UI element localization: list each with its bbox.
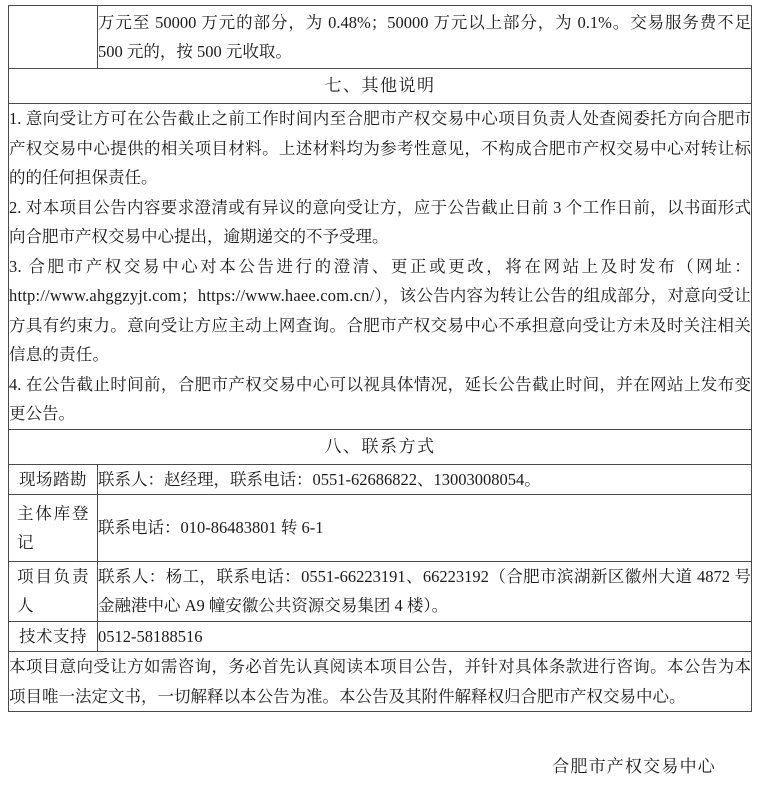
announcement-table [8,5,752,712]
table-row-tech-support [9,621,752,652]
section-seven-item-3: 3. 合肥市产权交易中心对本公告进行的澄清、更正或更改，将在网站上及时发布（网址：http://www.ahggzyjt.com；https://www.haee.com.cn/），该公告内容为转让公告的组成部分，对意向受让方具有约束力。意向受让方应主动上网查询。合肥市产权交易中心不承担意向受让方未及时关注相关信息的责任。 [9,256,751,364]
row-value-project-manager: 联系人：杨工，联系电话：0551-66223191、66223192（合肥市滨湖新区徽州大道 4872 号金融港中心 A9 幢安徽公共资源交易集团 4 楼）。 [98,561,752,621]
table-row-section-seven-body [9,104,752,430]
section-seven-heading: 七、其他说明 [9,69,752,104]
table-row-closing-note [9,652,752,712]
row-label-line: 技术支持 [19,626,87,646]
section-seven-item-2: 2. 对本项目公告内容要求澄清或有异议的意向受让方，应于公告截止日前 3 个工作日前，以书面形式向合肥市产权交易中心提出，逾期递交的不予受理。 [9,197,751,246]
row-label-line: 人 [17,596,34,615]
table-row-section-eight-heading [9,429,752,464]
row-value-registry: 联系电话：010-86483801 转 6-1 [98,495,752,562]
fee-continuation-label [9,6,98,69]
section-eight-heading: 八、联系方式 [9,429,752,464]
section-seven-item-4: 4. 在公告截止时间前，合肥市产权交易中心可以视具体情况，延长公告截止时间，并在网站上发布变更公告。 [9,374,751,423]
closing-note: 本项目意向受让方如需咨询，务必首先认真阅读本项目公告，并针对具体条款进行咨询。本公告为本项目唯一法定文书，一切解释以本公告为准。本公告及其附件解释权归合肥市产权交易中心。 [9,652,752,712]
fee-continuation-text: 万元至 50000 万元的部分，为 0.48%；50000 万元以上部分，为 0.1%。交易服务费不足 500 元的，按 500 元收取。 [98,6,752,69]
table-row-section-seven-heading [9,69,752,104]
row-label-line: 记 [17,532,34,552]
row-label-line: 项目负责 [17,567,89,586]
row-label-line: 现场踏勘 [19,469,87,489]
signature-issuer: 合肥市产权交易中心 [552,757,716,776]
row-label-site-survey [9,464,98,495]
row-label-line: 主体库登 [17,503,89,523]
table-row-registry [9,495,752,562]
table-row-site-survey [9,464,752,495]
section-seven-items [9,104,752,430]
row-value-tech-support: 0512-58188516 [98,621,752,652]
row-label-registry [9,495,98,562]
section-seven-item-1: 1. 意向受让方可在公告截止之前工作时间内至合肥市产权交易中心项目负责人处查阅委托方向合肥市产权交易中心提供的相关项目材料。上述材料均为参考性意见，不构成合肥市产权交易中心对转让标的的任何担保责任。 [9,109,751,187]
table-row-fee-continuation [9,6,752,69]
table-row-project-manager [9,561,752,621]
row-value-site-survey: 联系人：赵经理，联系电话：0551-62686822、13003008054。 [98,464,752,495]
row-label-tech-support [9,621,98,652]
row-label-project-manager [9,561,98,621]
